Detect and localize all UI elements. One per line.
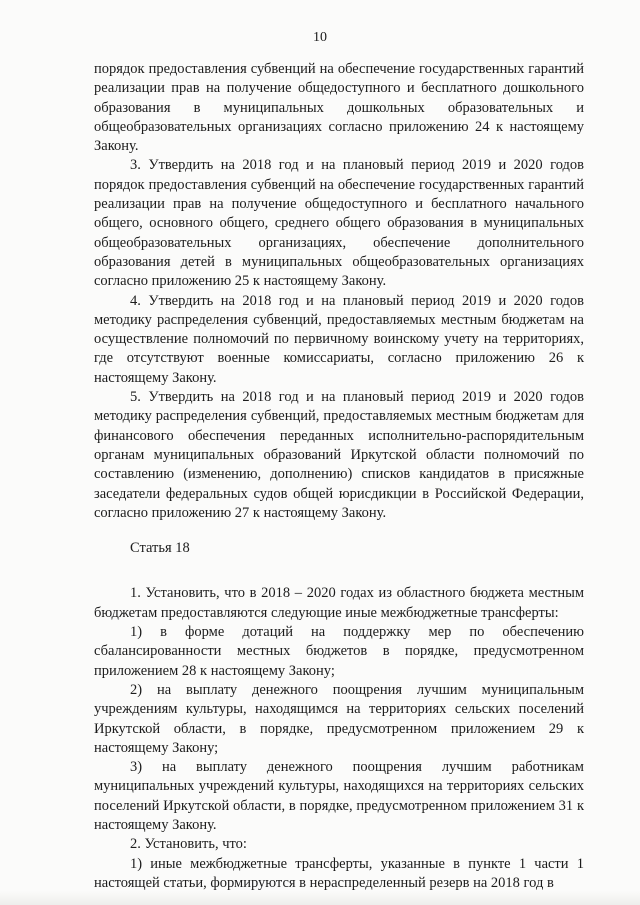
list-item-subsidies-2: 2) на выплату денежного поощрения лучшим муниципальным учреждениям культуры, находящимся на территориях сельских поселений Иркутской области, в порядке, предусмотренном приложением 29 к настоящему Закону; (94, 681, 584, 756)
document-body (94, 60, 584, 893)
paragraph-article-18-part-1: 1. Установить, что в 2018 – 2020 годах из областного бюджета местным бюджетам предоставляются следующие иные межбюджетные трансферты: (94, 585, 584, 621)
article-heading: Статья 18 (130, 540, 190, 557)
page-bottom-edge (0, 891, 640, 905)
paragraph-item-3: 3. Утвердить на 2018 год и на плановый период 2019 и 2020 годов порядок предоставления субвенций на обеспечение государственных гарантий реализации прав на получение общедоступного и бесплатного начального общего, основного общего, среднего общего образования в муниципальных общеобразовательных организациях, обеспечение дополнительного образования детей в муниципальных общеобразовательных организациях согласно приложению 25 к настоящему Закону. (94, 157, 584, 290)
page-number: 10 (313, 30, 327, 45)
paragraph-item-5: 5. Утвердить на 2018 год и на плановый период 2019 и 2020 годов методику распределения субвенций, предоставляемых местным бюджетам для финансового обеспечения переданных исполнительно-распорядительным органам муниципальных образований Иркутской области полномочий по составлению (изменению, дополнению) списков кандидатов в присяжные заседатели федеральных судов общей юрисдикции в Российской Федерации, согласно приложению 27 к настоящему Закону. (94, 389, 584, 521)
spacer (94, 523, 584, 539)
list-item-reserve-1: 1) иные межбюджетные трансферты, указанные в пункте 1 части 1 настоящей статьи, формируются в нераспределенный резерв на 2018 год в (94, 855, 584, 891)
list-item-subsidies-3: 3) на выплату денежного поощрения лучшим работникам муниципальных учреждений культуры, находящихся на территориях сельских поселений Иркутской области, в порядке, предусмотренном приложением 31 к настоящему Закону. (94, 759, 584, 833)
spacer (94, 558, 584, 584)
paragraph-continued: порядок предоставления субвенций на обеспечение государственных гарантий реализации прав на получение общедоступного и бесплатного дошкольного образования в муниципальных дошкольных образовательных и общеобразовательных организациях согласно приложению 24 к настоящему Закону. (94, 61, 584, 155)
list-item-subsidies-1: 1) в форме дотаций на поддержку мер по обеспечению сбалансированности местных бюджетов в порядке, предусмотренном приложением 28 к настоящему Закону; (94, 624, 584, 679)
paragraph-article-18-part-2: 2. Установить, что: (130, 836, 247, 853)
paragraph-item-4: 4. Утвердить на 2018 год и на плановый период 2019 и 2020 годов методику распределения субвенций, предоставляемых местным бюджетам на осуществление полномочий по первичному воинскому учету на территориях, где отсутствуют военные комиссариаты, согласно приложению 26 к настоящему Закону. (94, 292, 584, 386)
